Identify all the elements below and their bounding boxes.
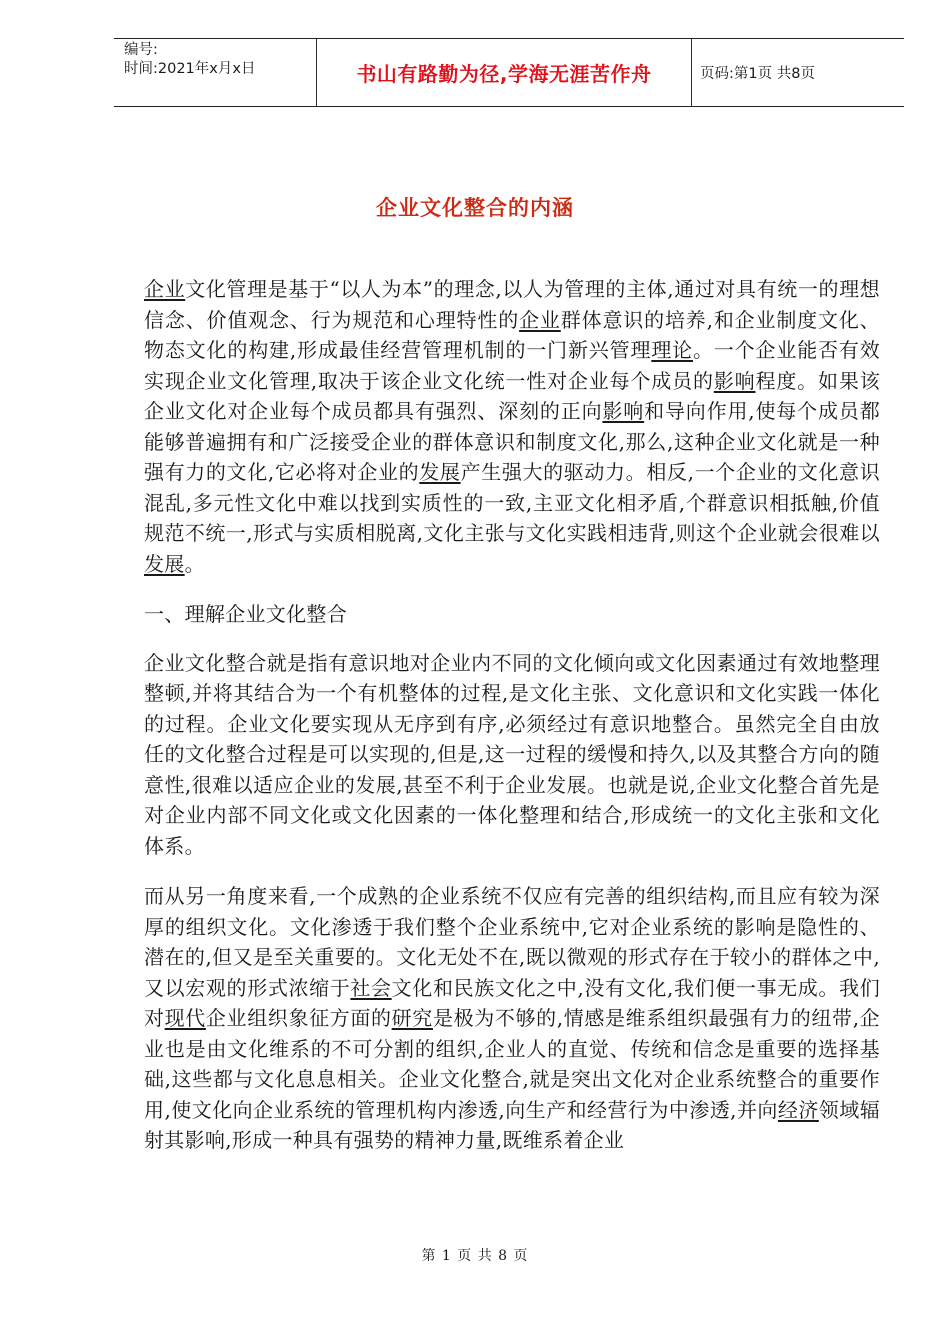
underlined-term: 发展 — [419, 460, 461, 484]
underlined-term: 社会 — [350, 975, 392, 1000]
paragraph-perspective — [144, 881, 880, 1156]
header-motto-cell — [316, 39, 692, 106]
underlined-term: 企业 — [519, 307, 561, 332]
text-run: 文化和民族文化之中,没有文化,我们便一事无成。我们对 — [144, 975, 881, 1030]
text-run: 产生强大的驱动力。相反,一个企业的文化意识混乱,多元性文化中难以找到实质性的一致,主亚文化相矛盾,个群意识相抵触,价值规范不统一,形式与实质相脱离,文化主张与文化实践相违背,则这个企业就会很难以 — [144, 460, 880, 545]
underlined-term: 现代 — [164, 1006, 206, 1030]
underlined-term: 企业 — [144, 277, 186, 301]
page-footer: 第 1 页 共 8 页 — [421, 1248, 529, 1264]
header-page-info-cell — [692, 39, 904, 106]
underlined-term: 经济 — [777, 1097, 819, 1122]
text-run: 而从另一角度来看,一个成熟的企业系统不仅应有完善的组织结构,而且应有较为深厚的组织文化。文化渗透于我们整个企业系统中,它对企业系统的影响是隐性的、潜在的,但又是至关重要的。文化无处不在,既以微观的形式存在于较小的群体之中,又以宏观的形式浓缩于 — [144, 884, 880, 1000]
text-run: 领域辐射其影响,形成一种具有强势的精神力量,既维系着企业 — [144, 1097, 880, 1152]
text-run: 是极为不够的,情感是维系组织最强有力的纽带,企业也是由文化维系的不可分割的组织,企业人的直觉、传统和信念是重要的选择基础,这些都与文化息息相关。企业文化整合,就是突出文化对企业系统整合的重要作用,使文化向企业系统的管理机构内渗透,向生产和经营行为中渗透,并向 — [144, 1006, 880, 1122]
page-header — [114, 38, 904, 107]
document-title: 企业文化整合的内涵 — [376, 195, 574, 220]
text-run: 文化管理是基于“以人为本”的理念,以人为管理的主体,通过对具有统一的理想信念、价值观念、行为规范和心理特性的 — [144, 277, 880, 332]
text-run: 企业文化整合就是指有意识地对企业内不同的文化倾向或文化因素通过有效地整理整顿,并将其结合为一个有机整体的过程,是文化主张、文化意识和文化实践一体化的过程。企业文化要实现从无序到有序,必须经过有意识地整合。虽然完全自由放任的文化整合过程是可以实现的,但是,这一过程的缓慢和持久,以及其整合方向的随意性,很难以适应企业的发展,甚至不利于企业发展。也就是说,企业文化整合首先是对企业内部不同文化或文化因素的一体化整理和结合,形成统一的文化主张和文化体系。 — [144, 650, 880, 858]
underlined-term: 研究 — [391, 1006, 433, 1030]
text-run: 一、理解企业文化整合 — [144, 602, 347, 626]
paragraph-intro — [144, 274, 880, 579]
text-run: 。 — [184, 551, 205, 576]
underlined-term: 发展 — [144, 551, 185, 576]
paragraph-definition — [144, 648, 880, 862]
header-page-info: 页码:第1页 共8页 — [700, 66, 815, 82]
number-label: 编号: — [124, 42, 158, 58]
text-run: 和导向作用,使每个成员都能够普遍拥有和广泛接受企业的群体意识和制度文化,那么,这种企业文化就是一种强有力的文化,它必将对企业的 — [144, 399, 880, 484]
text-run: 群体意识的培养,和企业制度文化、物态文化的构建,形成最佳经营管理机制的一门新兴管理 — [144, 307, 880, 362]
text-run: 。一个企业能否有效实现企业文化管理,取决于该企业文化统一性对企业每个成员的 — [144, 338, 881, 393]
underlined-term: 理论 — [651, 338, 693, 362]
header-meta — [114, 39, 316, 106]
header-motto: 书山有路勤为径,学海无涯苦作舟 — [356, 62, 652, 86]
underlined-term: 影响 — [602, 399, 645, 423]
underlined-term: 影响 — [713, 368, 756, 393]
document-body — [144, 274, 880, 1176]
time-label: 时间:2021年x月x日 — [124, 61, 256, 77]
text-run: 程度。如果该企业文化对企业每个成员都具有强烈、深刻的正向 — [144, 368, 880, 423]
section-heading — [144, 599, 880, 630]
text-run: 企业组织象征方面的 — [205, 1006, 392, 1030]
